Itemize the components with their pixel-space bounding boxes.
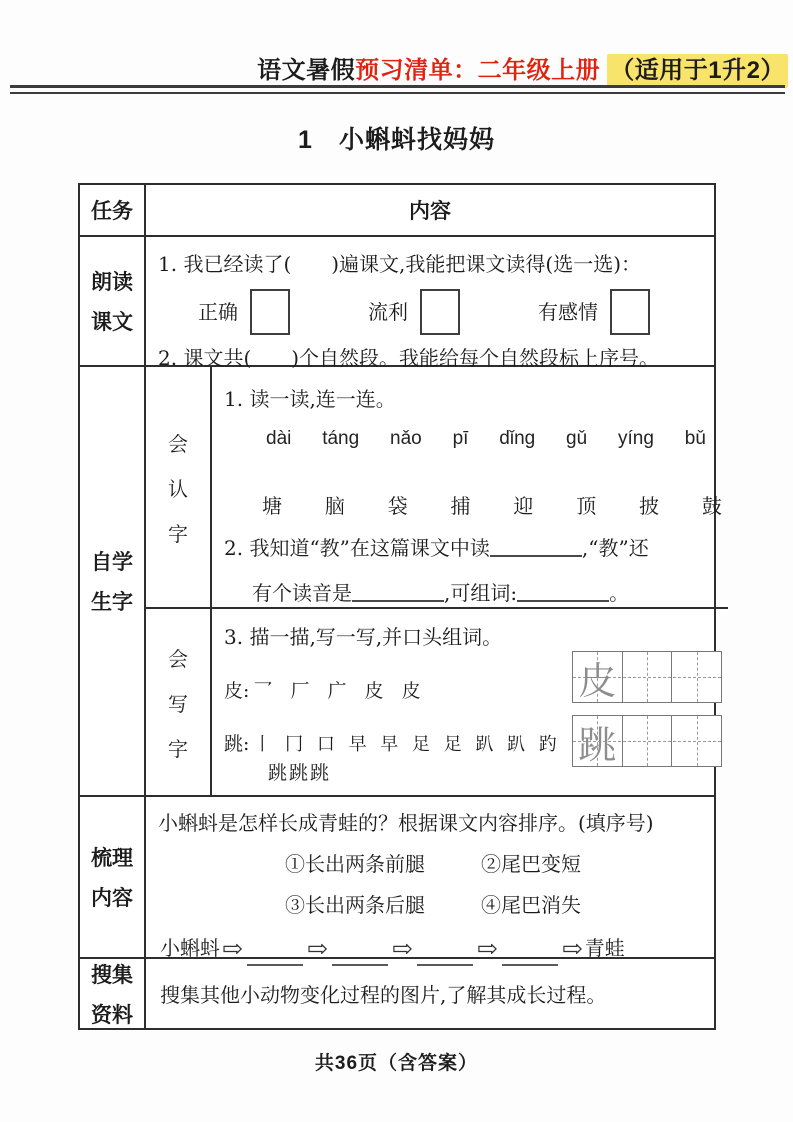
row-organize: [80, 795, 714, 963]
option-item: ④尾巴消失: [481, 893, 581, 917]
pinyin-item: pī: [452, 428, 469, 449]
grid-cell: [573, 716, 623, 766]
organize-content: [146, 797, 714, 963]
column-header-task-label: 任务: [91, 200, 133, 223]
option-item: ①长出两条前腿: [285, 852, 425, 876]
row-reading: [80, 235, 714, 370]
character-item: 塘: [262, 494, 282, 518]
column-header-task: [80, 185, 146, 235]
choice-emotional: [538, 289, 650, 335]
option-item: ③长出两条后腿: [285, 893, 425, 917]
checkbox: [250, 289, 290, 335]
header-highlighted-text: （适用于1升2）: [607, 54, 788, 88]
character-item: 迎: [513, 494, 534, 518]
character-item: 袋: [387, 494, 408, 518]
organize-options-line1: [158, 850, 708, 879]
choice-label: 正确: [198, 300, 238, 324]
reading-item1: 1. 我已经读了( )遍课文,我能把课文读得(选一选)：: [158, 252, 642, 276]
sublabel-char: 认: [168, 476, 188, 501]
table-header-row: [80, 185, 714, 235]
column-header-content: [146, 185, 714, 235]
stroke-char-label: 皮:: [224, 680, 250, 702]
stroke-char-label: 跳:: [224, 733, 250, 755]
character-item: 鼓: [701, 494, 722, 518]
recognize-item2-line1: [224, 533, 722, 564]
sublabel-char: 会: [168, 646, 188, 671]
pinyin-item: gǔ: [566, 428, 588, 449]
grid-cell: [623, 652, 673, 702]
pinyin-item: táng: [322, 428, 360, 449]
task-label-line: 搜集: [91, 963, 133, 987]
task-label-self-study: [80, 367, 146, 795]
reading-content: [146, 237, 714, 370]
pinyin-item: nǎo: [390, 428, 422, 449]
pinyin-row: [266, 428, 706, 450]
task-table: [78, 183, 722, 1030]
task-label-line: 朗读: [91, 271, 133, 294]
row-self-study: [80, 365, 722, 795]
grid-cell: [573, 652, 623, 702]
write-content: [212, 609, 728, 795]
task-label-line: 资料: [91, 1003, 133, 1027]
task-label-collect: [80, 959, 146, 1028]
checkbox: [420, 289, 460, 335]
blank-underline: [517, 580, 609, 602]
right-arrow-icon: ⇨: [476, 934, 498, 963]
recognize-item2-text: 。: [609, 581, 630, 605]
task-label-line: 自学: [91, 551, 133, 574]
trace-character: 跳: [578, 722, 617, 767]
task-label-line: 课文: [91, 311, 133, 334]
page-footer: 共36页（含答案）: [314, 1053, 479, 1074]
task-label-line: 梳理: [91, 847, 133, 870]
character-item: 顶: [576, 494, 597, 518]
lesson-title: 1 小蝌蚪找妈妈: [298, 126, 495, 154]
stroke-sequence: 丨 冂 口 早 早 足 足 趴 趴 趵: [253, 734, 561, 755]
sublabel-char: 写: [168, 691, 188, 716]
sublabel-char: 字: [168, 521, 188, 546]
pinyin-item: dài: [266, 428, 292, 449]
page-header: [257, 50, 788, 85]
collect-text: 搜集其他小动物变化过程的图片,了解其成长过程。: [160, 983, 607, 1007]
grid-cell: [623, 716, 673, 766]
character-item: 脑: [324, 494, 345, 518]
subrow-write: [146, 607, 728, 795]
sublabel-char: 字: [168, 736, 188, 761]
column-header-content-label: 内容: [409, 200, 451, 223]
sublabel-write: [146, 609, 212, 795]
right-arrow-icon: ⇨: [561, 934, 583, 963]
recognize-content: [212, 367, 728, 607]
recognize-item2-text: 2. 我知道“教”在这篇课文中读: [224, 536, 490, 560]
pinyin-item: bǔ: [684, 428, 706, 449]
choice-label: 有感情: [538, 300, 598, 324]
blank-underline: [352, 580, 444, 602]
choice-label: 流利: [368, 300, 408, 324]
grid-cell: [672, 652, 721, 702]
stroke-sequence-continued: 跳跳跳: [268, 762, 332, 784]
choice-correct: [198, 289, 290, 335]
right-arrow-icon: ⇨: [222, 934, 243, 963]
right-arrow-icon: ⇨: [391, 934, 413, 963]
header-black-text: 语文暑假: [257, 57, 356, 84]
stroke-sequence: 乛 厂 广 皮 皮: [253, 680, 427, 702]
organize-options-line2: [158, 891, 708, 920]
recognize-item2-text: 有个读音是: [252, 581, 352, 605]
checkbox: [610, 289, 650, 335]
right-arrow-icon: ⇨: [306, 934, 328, 963]
task-label-organize: [80, 797, 146, 957]
recognize-item2-text: ,“教”还: [581, 536, 649, 560]
double-rule-divider: [10, 85, 785, 94]
reading-choices: [198, 289, 708, 335]
writing-practice-grid-pi: [572, 651, 722, 703]
recognize-item2-line2: [224, 578, 722, 609]
sequence-start-label: 小蝌蚪: [160, 936, 220, 960]
collect-content: [146, 959, 714, 1028]
task-label-line: 内容: [91, 887, 133, 910]
pinyin-item: yíng: [618, 428, 654, 449]
grid-cell: [672, 716, 721, 766]
task-label-line: 生字: [91, 591, 133, 614]
blank-underline: [490, 535, 582, 557]
option-item: ②尾巴变短: [481, 852, 581, 876]
character-row: [262, 490, 722, 519]
recognize-item1: 1. 读一读,连一连。: [224, 387, 396, 411]
header-red-text: 预习清单：二年级上册: [355, 57, 601, 84]
self-study-subtable: [146, 367, 728, 795]
reading-item2: 2. 课文共( )个自然段。我能给每个自然段标上序号。: [158, 346, 660, 370]
write-item3: 3. 描一描,写一写,并口头组词。: [224, 625, 503, 649]
sublabel-char: 会: [168, 431, 188, 456]
subrow-recognize: [146, 367, 728, 607]
organize-intro: 小蝌蚪是怎样长成青蛙的？根据课文内容排序。(填序号): [158, 811, 654, 835]
choice-fluent: [368, 289, 460, 335]
recognize-item2-text: ,可组词:: [444, 581, 518, 605]
character-item: 披: [639, 494, 660, 518]
writing-practice-grid-tiao: [572, 715, 722, 767]
row-collect: [80, 957, 714, 1028]
sublabel-recognize: [146, 367, 212, 607]
trace-character: 皮: [578, 658, 617, 703]
pinyin-item: dǐng: [499, 428, 536, 449]
character-item: 捕: [450, 494, 471, 518]
sequence-end-label: 青蛙: [584, 936, 625, 960]
task-label-reading: [80, 237, 146, 365]
